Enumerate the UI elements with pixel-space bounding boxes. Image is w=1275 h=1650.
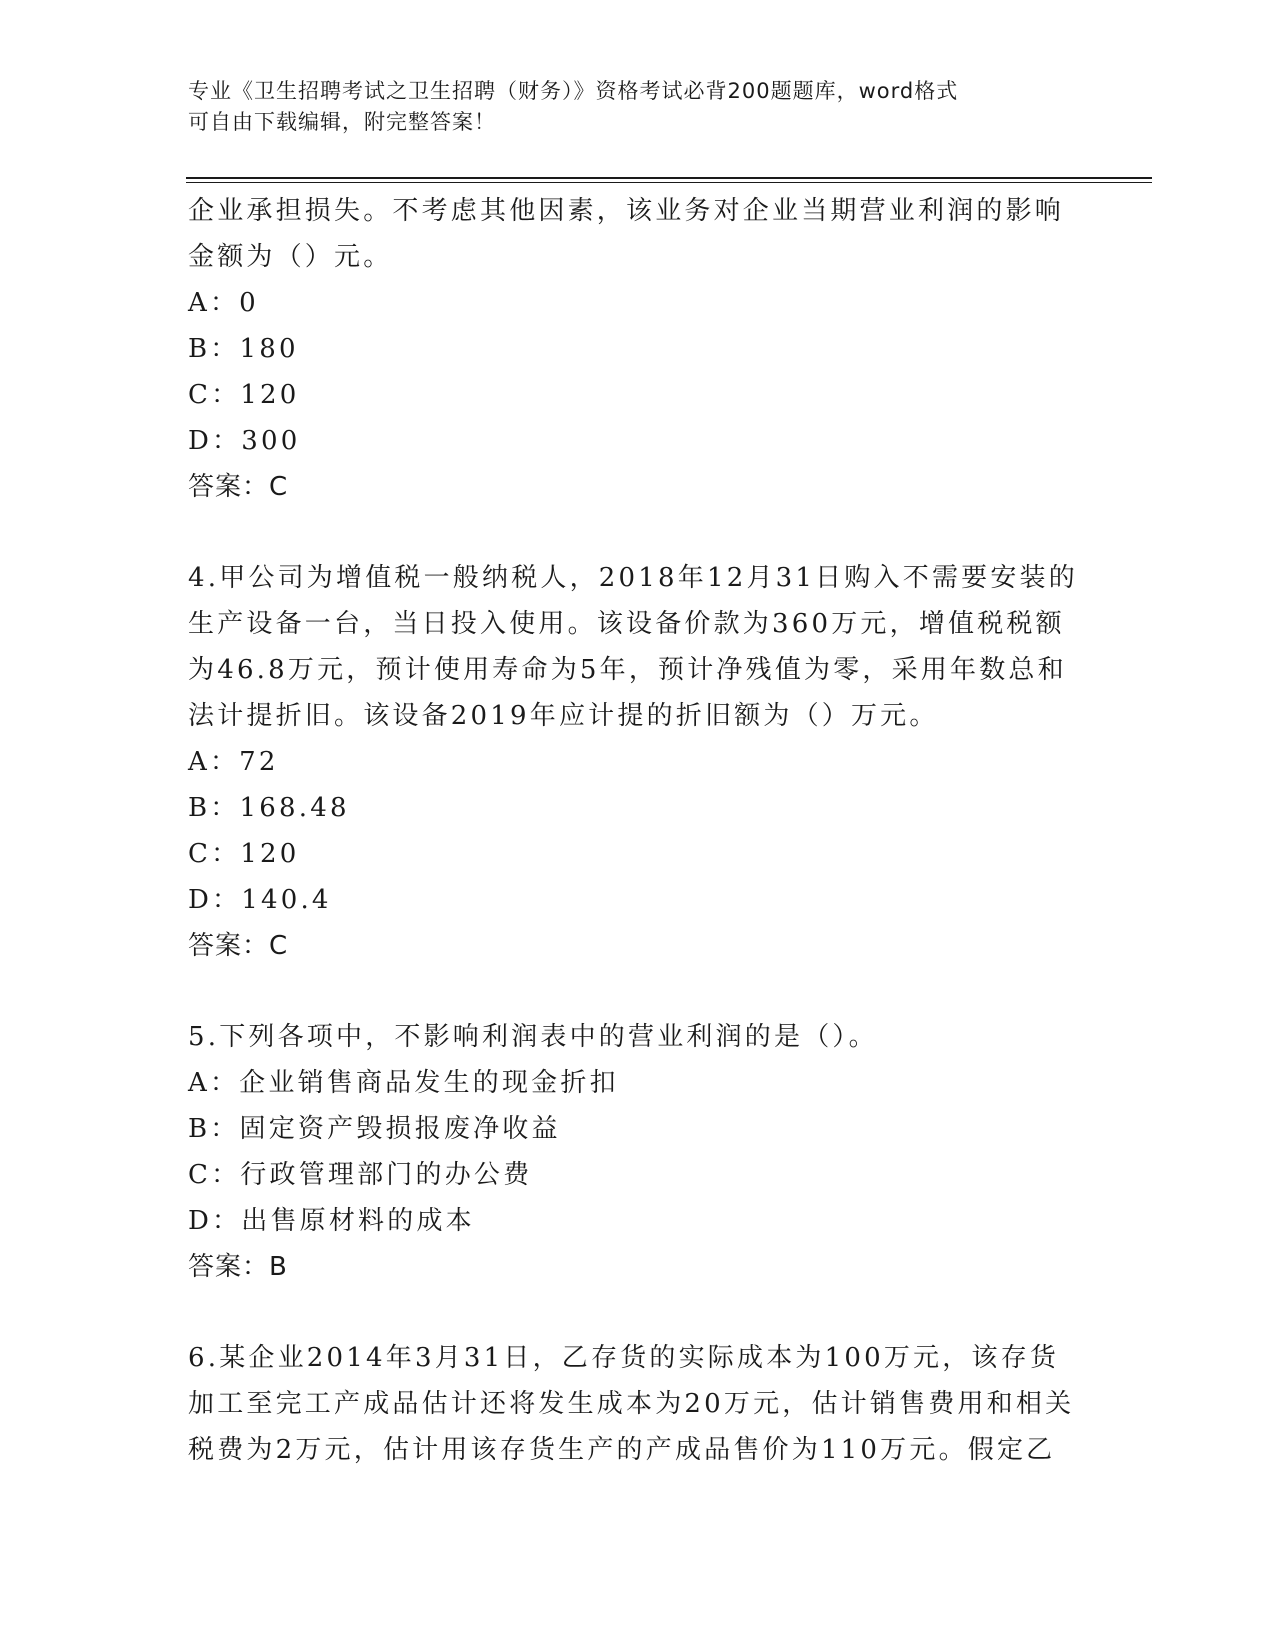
question-spacer xyxy=(188,1290,1088,1335)
option-d: D：出售原材料的成本 xyxy=(188,1206,475,1236)
option-a: A：0 xyxy=(188,288,259,318)
question-stem-line: 金额为（）元。 xyxy=(188,242,393,272)
header-divider-thin xyxy=(186,182,1152,183)
document-header xyxy=(188,76,1068,138)
option-b: B：180 xyxy=(188,334,299,364)
question-6 xyxy=(188,1335,1088,1473)
option-c: C：120 xyxy=(188,839,300,869)
question-spacer xyxy=(188,969,1088,1014)
header-title-line-2: 可自由下载编辑，附完整答案！ xyxy=(188,110,496,134)
question-stem-line: 法计提折旧。该设备2019年应计提的折旧额为（）万元。 xyxy=(188,701,939,731)
answer-line: 答案：C xyxy=(188,931,289,961)
question-stem-line: 5.下列各项中，不影响利润表中的营业利润的是（）。 xyxy=(188,1022,878,1052)
option-a: A：企业销售商品发生的现金折扣 xyxy=(188,1068,619,1098)
option-d: D：300 xyxy=(188,426,301,456)
option-d: D：140.4 xyxy=(188,885,332,915)
option-a: A：72 xyxy=(188,747,279,777)
answer-line: 答案：C xyxy=(188,472,289,502)
question-stem-line: 为46.8万元，预计使用寿命为5年，预计净残值为零，采用年数总和 xyxy=(188,655,1067,685)
question-5 xyxy=(188,1014,1088,1290)
option-b: B：固定资产毁损报废净收益 xyxy=(188,1114,561,1144)
option-b: B：168.48 xyxy=(188,793,350,823)
question-4 xyxy=(188,555,1088,969)
header-divider-thick xyxy=(186,177,1152,179)
question-stem-line: 税费为2万元，估计用该存货生产的产成品售价为110万元。假定乙 xyxy=(188,1435,1056,1465)
header-title-line-1: 专业《卫生招聘考试之卫生招聘（财务）》资格考试必背200题题库，word格式 xyxy=(188,79,959,103)
question-stem-line: 加工至完工产成品估计还将发生成本为20万元，估计销售费用和相关 xyxy=(188,1389,1075,1419)
option-c: C：120 xyxy=(188,380,300,410)
question-stem-line: 6.某企业2014年3月31日，乙存货的实际成本为100万元，该存货 xyxy=(188,1343,1060,1373)
answer-line: 答案：B xyxy=(188,1252,288,1282)
question-stem-line: 企业承担损失。不考虑其他因素，该业务对企业当期营业利润的影响 xyxy=(188,196,1065,226)
question-list xyxy=(188,188,1088,1473)
question-3 xyxy=(188,188,1088,510)
question-stem-line: 4.甲公司为增值税一般纳税人，2018年12月31日购入不需要安装的 xyxy=(188,563,1078,593)
option-c: C：行政管理部门的办公费 xyxy=(188,1160,533,1190)
question-spacer xyxy=(188,510,1088,555)
question-stem-line: 生产设备一台，当日投入使用。该设备价款为360万元，增值税税额 xyxy=(188,609,1065,639)
